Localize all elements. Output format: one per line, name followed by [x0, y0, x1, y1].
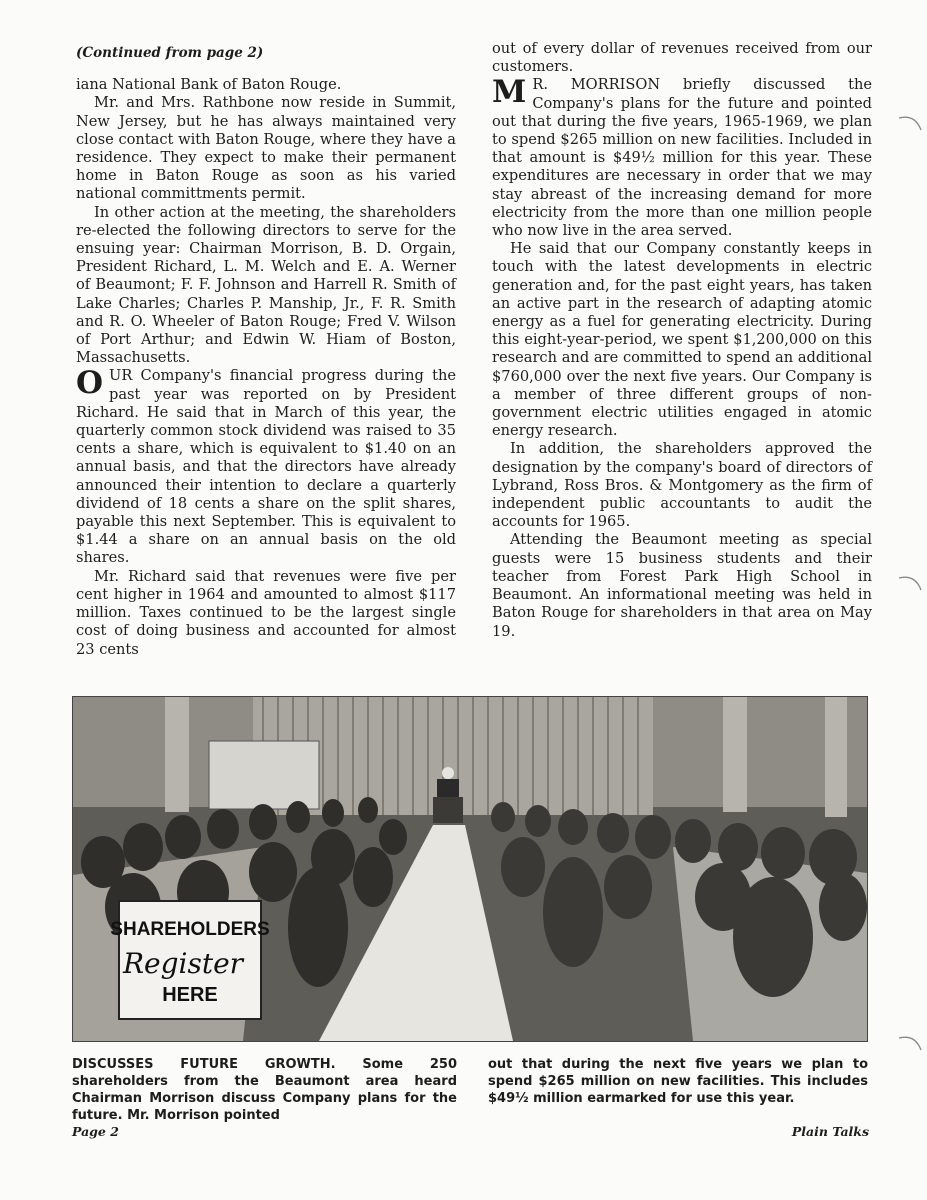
publication-name: Plain Talks: [791, 1124, 869, 1139]
paragraph-with-dropcap: [76, 367, 456, 567]
left-column: [76, 44, 456, 659]
paragraph: Mr. and Mrs. Rathbone now reside in Summit, New Jersey, but he has always maintained very close contact with Baton Rouge, where they have a residence. They expect to make their permanent home in Baton Rouge as soon as his varied national committments permit.: [76, 94, 456, 203]
meeting-photo: [72, 696, 868, 1042]
caption-right: out that during the next five years we plan to spend $265 million on new facilities. This includes $49½ million earmarked for use this year.: [488, 1057, 868, 1106]
continued-note: (Continued from page 2): [76, 45, 264, 61]
paragraph: In addition, the shareholders approved the designation by the company's board of directors of Lybrand, Ross Bros. & Montgomery as the firm of independent public accountants to audit the accounts for 1965.: [492, 440, 872, 531]
sign-line-2: Register: [122, 947, 244, 980]
paragraph: In other action at the meeting, the shareholders re-elected the following directors to serve for the ensuing year: Chairman Morrison, B. D. Orgain, President Richard, L. M. Welch and E. A. Werner of Beaumont; F. F. Johnson and Harrell R. Smith of Lake Charles; Charles P. Manship, Jr., F. R. Smith and R. O. Wheeler of Baton Rouge; Fred V. Wilson of Port Arthur; and Edwin W. Hiam of Boston, Massachusetts.: [76, 203, 456, 367]
paragraph: iana National Bank of Baton Rouge.: [76, 76, 342, 94]
binder-hole-mark: [897, 570, 927, 600]
sign-line-3: HERE: [162, 984, 218, 1006]
paragraph: Mr. Richard said that revenues were five per cent higher in 1964 and amounted to almost $117 million. Taxes continued to be the largest single cost of doing business and accounted for almost 23 cents: [76, 567, 456, 658]
pillar-far-right: [825, 697, 847, 817]
paragraph-text: UR Company's financial progress during the past year was reported on by President Richard. He said that in March of this year, the quarterly common stock dividend was raised to 35 cents a share, which is equivalent to $1.40 on an annual basis, and that the directors have already announced their intention to declare a quarterly dividend of 18 cents a share on the split shares, payable this next September. This is equivalent to $1.44 a share on an annual basis on the old shares.: [76, 367, 456, 567]
paragraph: He said that our Company constantly keeps in touch with the latest developments in electric generation and, for the past eight years, has taken an active part in the research of adapting atomic energy as a fuel for generating electricity. During this eight-year-period, we spent $1,200,000 on this research and are committed to spend an additional $760,000 over the next five years. Our Company is a member of three different groups of non-government electric utilities engaged in atomic energy research.: [492, 240, 872, 440]
page-number: Page 2: [72, 1124, 119, 1139]
paragraph-text: R. MORRISON briefly discussed the Company's plans for the future and pointed out that during the five years, 1965-1969, we plan to spend $265 million on new facilities. Included in that amount is $49½ million for this year. These expenditures are necessary in order that we may stay abreast of the increasing demand for more electricity from the more than one million people who now live in the area served.: [492, 76, 872, 240]
wall-map: [209, 741, 319, 809]
paragraph: Attending the Beaumont meeting as special guests were 15 business students and their teacher from Forest Park High School in Beaumont. An informational meeting was held in Baton Rouge for shareholders in that area on May 19.: [492, 531, 872, 640]
binder-hole-mark: [897, 110, 927, 140]
right-column: [492, 40, 872, 641]
binder-hole-mark: [897, 1030, 927, 1060]
meeting-photo-illustration: [73, 697, 867, 1041]
dropcap: O: [76, 365, 104, 402]
paragraph: out of every dollar of revenues received from our customers.: [492, 40, 872, 76]
register-sign: [110, 901, 269, 1019]
paragraph-with-dropcap: [492, 76, 872, 240]
sign-line-1: SHAREHOLDERS: [110, 919, 270, 940]
pillar-left: [165, 697, 189, 812]
dropcap: M: [492, 74, 527, 111]
pillar-right: [723, 697, 747, 812]
caption-left: DISCUSSES FUTURE GROWTH. Some 250 shareholders from the Beaumont area heard Chairman Morrison discuss Company plans for the future. Mr. Morrison pointed: [72, 1057, 457, 1123]
